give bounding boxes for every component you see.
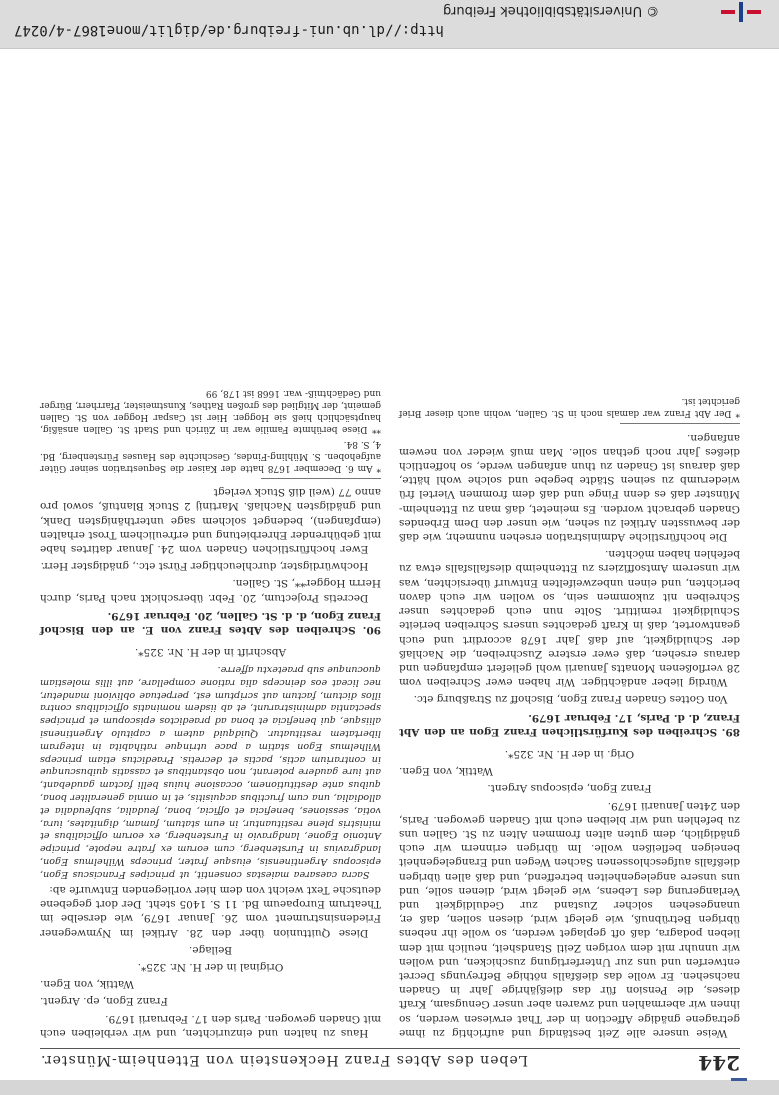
library-banner [0, 0, 779, 49]
text-block: Wattik, von Egen. [399, 765, 494, 778]
text-block: Abschrift in der H. Nr. 325*. [134, 646, 287, 659]
text-block: Ewer hochfürstlichen Gnaden vom 24. Januar datirtes habe mit gebührender Ehrerbietung und erfreulichem Trost erhalten (empfangen), bedenget solchem sage unterthänigsten Dank, und gnädigsten Nachlaß. Martinij 2 Stuck Blantuß, sowol pro anno 77 (weil diß Stuck verlegt [40, 486, 381, 555]
text-block: Hochwürdigster, durchleuchtiger Fürst etc., gnädigster Herr. [40, 560, 369, 573]
text-block: Decretis Projectum, 20. Febr. überschickt nach Paris, durch Herrn Hogger**, St. Gallen. [40, 577, 381, 604]
footer-marker-icon [731, 1078, 747, 1081]
copyright-notice: © Universitätsbibliothek Freiburg [442, 3, 659, 18]
text-block: Wattik, von Egen. [40, 978, 135, 991]
right-text-column [40, 384, 381, 1040]
text-block: Beilage. [188, 943, 233, 956]
document-heading: 90. Schreiben des Abtes Franz von E. an den Bischof Franz Egon, d. d. St. Gallen, 20. Februar 1679. [40, 609, 381, 637]
footnote: ** Diese berühmte Familie war in Zürich und Stadt St. Gallen ansäßig, hauptsächlich hieß sie Hogger. Hier ist Caspar Hogger von St. Gallen gemeint, der Mitglied des großen Rathes, Kunstmeister, Pfarrherr, Bürger und Gedächtniß- war. 1668 ist 178, 99 [40, 387, 381, 434]
page-header [40, 1048, 740, 1075]
footnote: * Am 6. December 1678 hatte der Kaiser die Sequestration seiner Güter aufgehoben. S. Mühling-Findes, Geschichte des Hauses Fürstenberg, Bd. 4, S. 84. [40, 438, 381, 473]
viewer-footer-bar [0, 1080, 779, 1095]
document-heading: 89. Schreiben des Kurfürstlichen Franz Egon an den Abt Franz, d. d. Paris, 17. Februar 1679. [399, 711, 740, 738]
page-number: 244 [698, 1051, 740, 1075]
text-block: Sacra caesarea maiestas consentit, ut principes Franciscus Egon, episcopus Argentinensis, eiusque frater, princeps Wilhelmus Egon, landgravius in Furstenberg, cum eorum ex fratre nepote, principe Antonio Egone, landgravio in Furstenberg, ex eorum officialibus et ministris plene restituantur, in eum statum, famam, dignitates, iura, votia, sessiones, beneficia et officia, bona, feudalia, subfeudalia et allodialia, una cum fructibus acquisitis, et in omnia generaliter bona, quibus ante destitutionem, occasione huius belli factam gaudebant, aut iure gaudere poterant, non obstantibus et cassatis quibuscunque in contrarium actis, pactis et decretis. Praedictus etiam princeps Wilhelmus Egon statim a pace utrinque ratihabita in integram libertatem restituatur. Quidquid autem a capitulo Argentinensi aliisque, qui beneficia et bona ad praedictos episcopum et principes spectantia administrarunt, et ab iisdem nominatis officialibus contra illos dictum, factum aut scriptum est, perpetuae oblivioni mandetur, nec liceat eos deinceps alia ratione compellare, aut illis molestiam quocunque sub praetextu afferre. [40, 664, 381, 880]
document-url-link[interactable]: http://dl.ub.uni-freiburg.de/diglit/mone1867-4/0247 [14, 22, 444, 38]
text-block: Orig. in der H. Nr. 325*. [504, 747, 635, 760]
text-block: Von Gottes Gnaden Franz Egon, Bischoff zu Straßburg etc. [413, 693, 728, 706]
text-block: Franz Egon, ep. Argent. [40, 995, 168, 1008]
text-block: Original in der H. Nr. 325*. [137, 960, 284, 973]
running-title: Leben des Abtes Franz Heckenstein von Ettenheim-Münster. [40, 1052, 528, 1068]
text-block: Die hochfürstliche Administration ersehen nunmehr, wie daß der bewussten Artikel zu sehen, wie unser den Dem Erbendes Gnaden gebracht worden. Es meinetet, daß man zu Ettenheim-Münster daß es denn Finge und daß dem frommen Viertel frü wiederumb zu seinen Städte begebe und solche wohl hätte, daß daraus ist Gnaden zu thun anfangen werde, so hoffentlich dießes Jahr noch gethan solle. Man muß wieder von newem anfangen. [399, 431, 740, 544]
text-block: Weise unsere alle Zeit beständig und aufrichtig zu ihme getragene gnädige Affection in der That erwiesen werden, so ihnen wir abermahlen und zwaren aber unser Genugsam, Kraft dieses, die Pension für das dießjährige Jahr in Gnaden nachsehen. Er wolle das dießfalls nöthige Befreyungs Decret entwerfen und uns zur Unterfertigung zuschicken, und wollen wir unnuhr mit dem vorigen Zeitl Standsheit, neulich mit dem lieben podagra, daß oft geplaget werden, so wolle ihr nebens übrigen Betrübnuß, wie gelegt wird, diesen sollen, daß er, unangesehen solcher Zustand zur Geduldigkeit und Verlangerung des Lebens, wie gelegt wird, dienen solle, und uns unsere angelegenheiten betreffend, und daß allen übrigen dießfalls aufgeschlossenen Sachen Wegen und Erangelegenheit beneigen befleißen wolle. Im übrigen erinnern wir euch gnädiglich, dem guten alten frommen Alten zu St. Gallen uns zu befehlen und wir bleiben euch mit Gnaden gewogen. Paris, den 24ten Januarii 1679. [399, 799, 740, 1039]
text-block: Haus zu halten und einzurichten, und wir verbleiben euch mit Gnaden gewogen. Paris den 17. Februarii 1679. [40, 1012, 381, 1039]
university-logo-icon [721, 2, 761, 22]
scanned-page [40, 60, 740, 1075]
footnote: * Der Abt Franz war damals noch in St. Gallen, wohin auch dieser Brief gerichtet ist. [399, 396, 740, 419]
text-block: Diese Quittunion über den 28. Artikel im Nymwegener Friedensinstrument vom 26. Januar 1679, wie derselbe im Theatrum Europaeum Bd. 11 S. 1405 steht. Der dort gegebene deutsche Text weicht von dem hier vorliegenden Entwurfe ab: [40, 883, 381, 939]
text-block: Franz Egon, episcopus Argent. [487, 782, 652, 795]
text-block: Würdig lieber andächtiger. Wir haben ewer Schreiben vom 28 verfloßenen Monatts Januarii wohl geliefert empfangen und daraus ersehen, daß ewer erstere Zuschreiben, die Nachlaß der Schuldigkeit, auf daß Jahr 1678 accordirt und euch geantwortet, daß in Kraft gedachtes unsers Schreiben berieite Schuldigkeit remittirt. Solte nun euch gedachtes unser Schreiben nit zukommen sein, so wollen wir euch davon berichten, und einen unbezweifelten Entwurf übersichten, was wir unserem Amtsoffiziers zu Ettenheimb diesfallsfalls etwa zu befehlen haben möchten. [399, 548, 740, 689]
footnote-divider [261, 478, 381, 479]
left-text-column [399, 384, 740, 1040]
footnote-divider [620, 423, 740, 424]
